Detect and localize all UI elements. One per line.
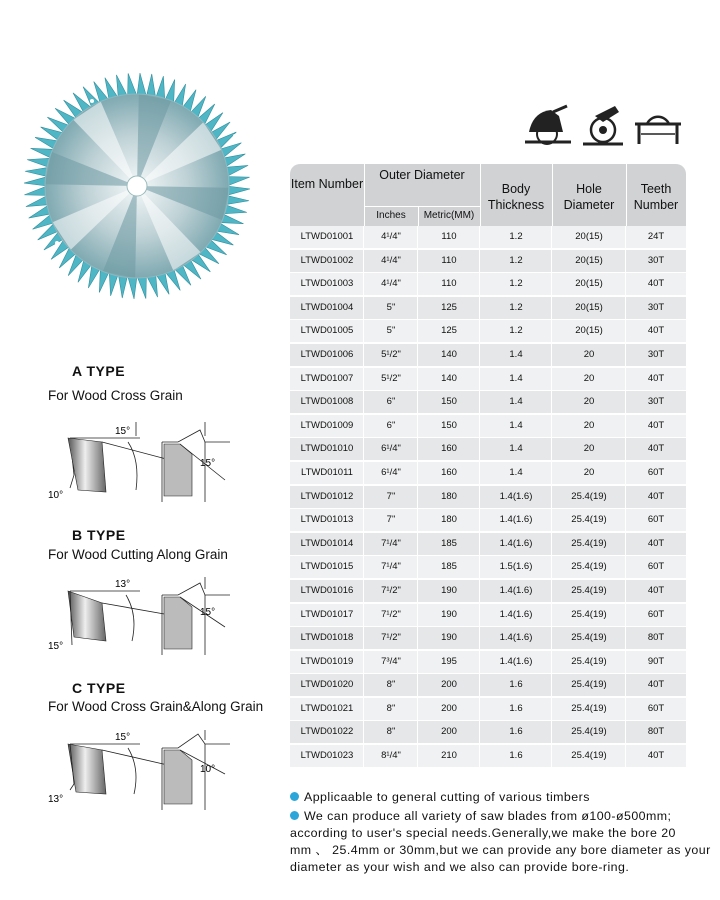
cell-teeth-number: 40T — [647, 490, 665, 502]
cell-body-thickness: 1.4(1.6) — [499, 608, 533, 620]
type-b-description: For Wood Cutting Along Grain — [48, 547, 228, 562]
saw-blade-image — [22, 71, 252, 301]
cell-item-number: LTWD01022 — [300, 726, 354, 738]
cell-body-thickness: 1.2 — [509, 231, 523, 242]
table-row — [290, 391, 686, 415]
cell-body-thickness: 1.4 — [509, 443, 523, 455]
table-row — [290, 344, 686, 368]
circular-saw-icon — [525, 106, 571, 144]
cell-hole-diameter: 20 — [583, 443, 595, 455]
cell-teeth-number: 60T — [647, 702, 665, 714]
cell-hole-diameter: 25.4(19) — [571, 702, 607, 714]
cell-outer-inches: 5¹/2" — [381, 372, 401, 384]
cell-teeth-number: 40T — [647, 537, 665, 549]
cell-body-thickness: 1.4(1.6) — [499, 514, 533, 526]
cell-body-thickness: 1.4(1.6) — [499, 537, 533, 549]
cell-outer-inches: 8¹/4" — [381, 750, 401, 762]
table-row — [290, 580, 686, 604]
cell-item-number: LTWD01009 — [300, 419, 354, 431]
note-timbers — [290, 789, 590, 806]
cell-outer-metric: 210 — [441, 750, 457, 762]
type-c-tooth-diagram — [40, 728, 230, 828]
cell-outer-metric: 190 — [441, 584, 457, 596]
cell-item-number: LTWD01021 — [300, 702, 354, 714]
cell-outer-metric: 195 — [441, 655, 457, 667]
cell-teeth-number: 40T — [647, 584, 665, 596]
header-item-number: Item Number — [290, 177, 364, 191]
cell-teeth-number: 40T — [647, 325, 665, 337]
table-row — [290, 745, 686, 769]
table-row — [290, 226, 686, 250]
note-text: diameter as your wish and we also can provide bore-ring. — [290, 860, 630, 874]
table-row — [290, 604, 686, 628]
cell-hole-diameter: 20 — [583, 466, 595, 478]
cell-item-number: LTWD01005 — [300, 325, 354, 337]
cell-outer-metric: 110 — [441, 278, 457, 290]
cell-outer-inches: 5¹/2" — [381, 348, 401, 360]
cell-outer-inches: 6" — [386, 396, 396, 408]
cell-body-thickness: 1.4(1.6) — [499, 655, 533, 667]
table-row — [290, 721, 686, 745]
cell-teeth-number: 40T — [647, 278, 665, 290]
type-a-title: A TYPE — [72, 363, 126, 379]
cell-outer-metric: 190 — [441, 608, 457, 620]
cell-outer-metric: 150 — [441, 419, 457, 431]
cell-item-number: LTWD01012 — [300, 490, 354, 502]
cell-outer-metric: 185 — [441, 537, 457, 549]
cell-teeth-number: 40T — [647, 419, 665, 431]
cell-hole-diameter: 20(15) — [575, 254, 603, 266]
cell-hole-diameter: 20 — [583, 419, 595, 431]
cell-teeth-number: 30T — [647, 348, 665, 360]
angle-label: 10° — [200, 764, 216, 775]
cell-outer-inches: 8" — [386, 702, 396, 714]
cell-hole-diameter: 25.4(19) — [571, 655, 607, 667]
cell-outer-inches: 6" — [386, 419, 396, 431]
cell-body-thickness: 1.4 — [509, 466, 523, 478]
cell-outer-metric: 190 — [441, 632, 457, 644]
cell-item-number: LTWD01018 — [300, 632, 354, 644]
cell-item-number: LTWD01011 — [301, 466, 353, 478]
cell-body-thickness: 1.6 — [509, 726, 523, 738]
cell-hole-diameter: 25.4(19) — [571, 537, 607, 549]
note-text: We can produce all variety of saw blades from ø100-ø500mm; — [304, 809, 672, 823]
cell-item-number: LTWD01016 — [300, 584, 354, 596]
cell-outer-metric: 140 — [441, 372, 457, 384]
cell-teeth-number: 90T — [647, 655, 665, 667]
cell-item-number: LTWD01008 — [300, 396, 354, 408]
cell-item-number: LTWD01007 — [300, 372, 354, 384]
cell-body-thickness: 1.2 — [509, 325, 523, 337]
header-outer-diameter: Outer Diameter — [379, 168, 465, 182]
cell-outer-inches: 7¹/2" — [381, 584, 401, 596]
cell-item-number: LTWD01004 — [300, 301, 354, 313]
cell-outer-metric: 150 — [441, 396, 457, 408]
header-metric: Metric(MM) — [423, 210, 475, 221]
cell-outer-metric: 200 — [441, 726, 457, 738]
cell-hole-diameter: 25.4(19) — [571, 679, 607, 691]
cell-body-thickness: 1.4 — [509, 419, 523, 431]
cell-outer-metric: 110 — [441, 231, 457, 242]
table-row — [290, 651, 686, 675]
note-custom — [290, 808, 711, 876]
cell-hole-diameter: 20(15) — [575, 278, 603, 290]
cell-outer-metric: 125 — [441, 301, 457, 313]
angle-label: 15° — [200, 458, 216, 469]
cell-outer-inches: 6¹/4" — [381, 466, 401, 478]
cell-hole-diameter: 25.4(19) — [571, 490, 607, 502]
spec-table-body — [290, 226, 686, 769]
cell-hole-diameter: 25.4(19) — [571, 608, 607, 620]
cell-hole-diameter: 25.4(19) — [571, 561, 607, 573]
table-row — [290, 415, 686, 439]
cell-hole-diameter: 20(15) — [575, 231, 603, 242]
cell-outer-inches: 4¹/4" — [381, 231, 401, 242]
cell-hole-diameter: 25.4(19) — [571, 514, 607, 526]
cell-outer-inches: 7" — [386, 490, 396, 502]
cell-outer-inches: 7³/4" — [381, 655, 401, 667]
angle-label: 15° — [48, 641, 64, 652]
table-row — [290, 486, 686, 510]
type-a-description: For Wood Cross Grain — [48, 388, 183, 403]
cell-hole-diameter: 20 — [583, 372, 595, 384]
cell-outer-inches: 7¹/2" — [381, 632, 401, 644]
cell-teeth-number: 40T — [647, 750, 665, 762]
cell-hole-diameter: 25.4(19) — [571, 632, 607, 644]
cell-outer-inches: 4¹/4" — [381, 254, 401, 266]
cell-teeth-number: 80T — [647, 726, 665, 738]
cell-hole-diameter: 20(15) — [575, 301, 603, 313]
type-a-tooth-diagram — [40, 420, 230, 520]
cell-body-thickness: 1.6 — [509, 702, 523, 714]
cell-outer-inches: 7¹/2" — [381, 608, 401, 620]
table-row — [290, 556, 686, 580]
cell-item-number: LTWD01013 — [300, 514, 354, 526]
cell-outer-inches: 8" — [386, 679, 396, 691]
angle-label: 15° — [115, 426, 131, 437]
type-b-title: B TYPE — [72, 527, 126, 543]
cell-body-thickness: 1.4 — [509, 372, 523, 384]
cell-body-thickness: 1.4 — [509, 348, 523, 360]
cell-teeth-number: 60T — [647, 561, 665, 573]
table-row — [290, 273, 686, 297]
cell-body-thickness: 1.5(1.6) — [499, 561, 533, 573]
angle-grinder-icon — [583, 106, 623, 144]
cell-teeth-number: 30T — [647, 396, 665, 408]
table-row — [290, 297, 686, 321]
cell-outer-metric: 200 — [441, 679, 457, 691]
cell-hole-diameter: 25.4(19) — [571, 750, 607, 762]
cell-outer-inches: 7¹/4" — [381, 537, 401, 549]
cell-outer-metric: 180 — [441, 514, 457, 526]
note-text: Applicaable to general cutting of various timbers — [304, 790, 590, 804]
cell-teeth-number: 60T — [647, 514, 665, 526]
cell-outer-inches: 6¹/4" — [381, 443, 401, 455]
cell-teeth-number: 30T — [647, 254, 665, 266]
table-saw-icon — [635, 117, 681, 144]
blade-bore — [127, 176, 147, 196]
note-text: according to user's special needs.Generally,we make the bore 20 — [290, 826, 676, 840]
cell-outer-inches: 7¹/4" — [381, 561, 401, 573]
cell-body-thickness: 1.2 — [509, 301, 523, 313]
cell-outer-inches: 7" — [386, 514, 396, 526]
cell-teeth-number: 40T — [647, 679, 665, 691]
table-row — [290, 250, 686, 274]
type-c-description: For Wood Cross Grain&Along Grain — [48, 699, 264, 714]
cell-item-number: LTWD01010 — [300, 443, 354, 455]
cell-teeth-number: 40T — [647, 372, 665, 384]
table-row — [290, 674, 686, 698]
angle-label: 15° — [200, 607, 216, 618]
cell-item-number: LTWD01023 — [300, 750, 354, 762]
cell-body-thickness: 1.4(1.6) — [499, 632, 533, 644]
header-inches: Inches — [376, 210, 406, 221]
header-teeth-number: Teeth Number — [633, 182, 679, 212]
cell-teeth-number: 80T — [647, 632, 665, 644]
table-row — [290, 462, 686, 486]
bullet-icon — [290, 792, 299, 801]
cell-item-number: LTWD01014 — [300, 537, 354, 549]
cell-item-number: LTWD01020 — [300, 679, 354, 691]
header-body-thickness: Body Thickness — [487, 182, 545, 212]
cell-item-number: LTWD01019 — [300, 655, 354, 667]
cell-body-thickness: 1.6 — [509, 679, 523, 691]
cell-outer-metric: 160 — [441, 466, 457, 478]
cell-outer-metric: 180 — [441, 490, 457, 502]
cell-outer-metric: 140 — [441, 348, 457, 360]
type-b-tooth-diagram — [40, 575, 230, 675]
cell-body-thickness: 1.2 — [509, 254, 523, 266]
table-row — [290, 509, 686, 533]
cell-outer-metric: 125 — [441, 325, 457, 337]
table-row — [290, 533, 686, 557]
cell-outer-inches: 8" — [386, 726, 396, 738]
table-row — [290, 438, 686, 462]
cell-body-thickness: 1.4 — [509, 396, 523, 408]
cell-hole-diameter: 20 — [583, 348, 595, 360]
cell-body-thickness: 1.4(1.6) — [499, 584, 533, 596]
cell-outer-inches: 5" — [386, 325, 396, 337]
bullet-icon — [290, 811, 299, 820]
cell-teeth-number: 60T — [647, 466, 665, 478]
table-row — [290, 320, 686, 344]
cell-item-number: LTWD01015 — [300, 561, 354, 573]
cell-teeth-number: 24T — [647, 231, 665, 242]
cell-outer-metric: 160 — [441, 443, 457, 455]
table-row — [290, 368, 686, 392]
note-text: mm 、 25.4mm or 30mm,but we can provide any bore diameter as your — [290, 843, 711, 857]
cell-item-number: LTWD01003 — [300, 278, 354, 290]
cell-body-thickness: 1.6 — [509, 750, 523, 762]
table-row — [290, 627, 686, 651]
cell-outer-metric: 200 — [441, 702, 457, 714]
cell-outer-inches: 4¹/4" — [381, 278, 401, 290]
cell-hole-diameter: 20(15) — [575, 325, 603, 337]
angle-label: 10° — [48, 490, 64, 501]
cell-teeth-number: 40T — [647, 443, 665, 455]
cell-item-number: LTWD01017 — [300, 608, 354, 620]
angle-label: 13° — [48, 794, 64, 805]
cell-item-number: LTWD01001 — [300, 231, 354, 242]
cell-outer-inches: 5" — [386, 301, 396, 313]
cell-hole-diameter: 25.4(19) — [571, 584, 607, 596]
cell-teeth-number: 30T — [647, 301, 665, 313]
type-c-title: C TYPE — [72, 680, 126, 696]
cell-item-number: LTWD01002 — [300, 254, 354, 266]
cell-hole-diameter: 25.4(19) — [571, 726, 607, 738]
cell-body-thickness: 1.2 — [509, 278, 523, 290]
cell-teeth-number: 60T — [647, 608, 665, 620]
cell-hole-diameter: 20 — [583, 396, 595, 408]
angle-label: 15° — [115, 732, 131, 743]
cell-body-thickness: 1.4(1.6) — [499, 490, 533, 502]
header-hole-diameter: Hole Diameter — [563, 182, 615, 212]
cell-outer-metric: 110 — [441, 254, 457, 266]
angle-label: 13° — [115, 579, 131, 590]
table-row — [290, 698, 686, 722]
cell-outer-metric: 185 — [441, 561, 457, 573]
cell-item-number: LTWD01006 — [300, 348, 354, 360]
